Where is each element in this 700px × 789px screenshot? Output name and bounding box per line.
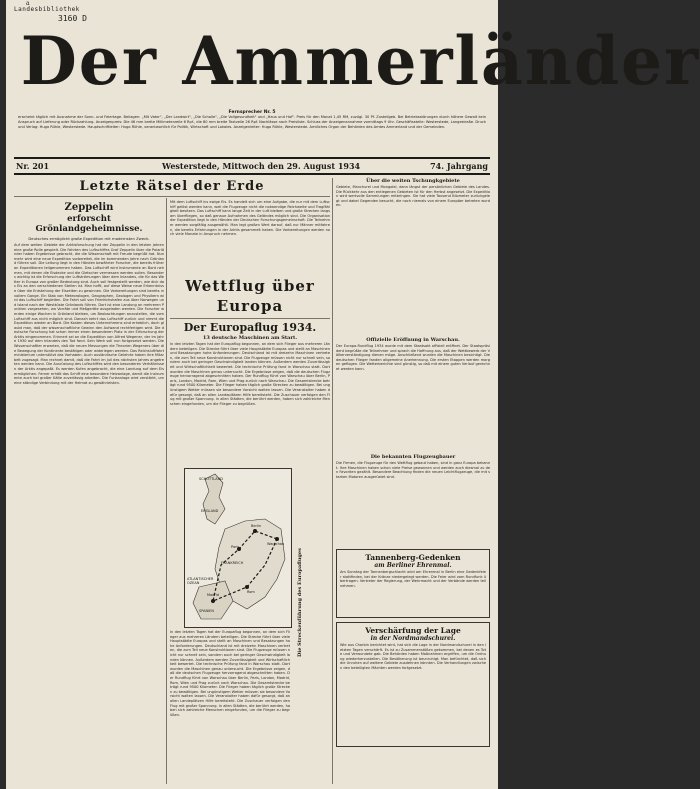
subline-text: erscheint täglich mit Ausnahme der Sonn- und Feiertage. Beilagen: „Mit Vater", „Der Landwirt", „Die Scholle", „Die Vollgesundheit" und „Haus und Hof". Preis für den Monat 1,45 RM, zuzügl. 30 Pf. Zustellgeb. Bei Betriebsstörungen durch höhere Gewalt kein Anspruch auf Lieferung oder Rückzahlung. Anzeigenpreis: Die 46 mm breite Millimeterzeile 6 Rpf., die 80 mm breite Textzeile 26 Rpf. Nachlässe nach Preisliste. Schluss der Anzeigenannahme vormittags 9 Uhr. Geschäftsstelle: Westerstede, Langestraße. Druck und Verlag: Hugo Rühle, Westerstede. Hauptschriftleiter: Hugo Rühle, verantwortlich für Politik, Wirtschaft und Lokales. Anzeigenleiter: Hugo Rühle, Westerstede. Amtliches Organ der Behörden des Amtes Ammerland und der Gemeinden.	[18, 115, 486, 129]
map-city-label: Warschau	[267, 542, 285, 546]
route-map	[184, 468, 292, 628]
tannenberg-subheadline: am Berliner Ehrenmal.	[374, 562, 452, 569]
tschungk-headline: Über die weiten Tschungkgebiete	[366, 178, 460, 184]
map-label: SCHOTTLAND	[199, 477, 224, 481]
newspaper-page	[6, 0, 700, 789]
archive-number: 3160 D	[58, 14, 87, 23]
column-rule	[332, 178, 333, 784]
main-headline: Letzte Rätsel der Erde	[14, 178, 330, 197]
archive-library-stamp: Landesbibliothek	[14, 6, 80, 13]
subline-heading: Fernsprecher Nr. 5	[228, 110, 276, 115]
zeppelin-kicker: Deutsches ermöglicht große Expedition mit modernsten Zweck.	[28, 236, 150, 241]
column-center	[170, 200, 330, 482]
volume-year: 74. Jahrgang	[430, 161, 488, 171]
column-rule	[166, 198, 167, 784]
tannenberg-box	[336, 549, 490, 618]
column-right	[336, 178, 490, 747]
dateline-bar	[14, 157, 490, 175]
nordmandschurei-box	[336, 622, 490, 747]
map-city-label: Madrid	[207, 593, 220, 597]
europaflug-subheadline: 13 deutsche Maschinen am Start.	[202, 335, 298, 341]
europaflug-article-body: In den letzten Tagen hat der Europaflug begonnen, an dem sich Flieger aus mehreren Ländern beteiligen. Die Strecke führt über viele Hauptstädte Europas und stellt an Maschinen und Besatzungen hohe Anforderungen. Deutschland ist mit dreizehn Maschinen vertreten, die zum Teil neue Konstruktionen sind. Die Flugzeuge müssen nicht nur schnell sein, sondern auch bei geringer Geschwindigkeit landen können. Außerdem werden Zuverlässigkeit und Wirtschaftlichkeit bewertet. Die technische Prüfung fand in Warschau statt. Dort wurden die Maschinen genau untersucht. Die Ergebnisse zeigen, daß die deutschen Flugzeuge hervorragend abgeschnitten haben. Der Rundflug führt von Warschau über Berlin, Paris, London, Madrid, Rom, Wien und Prag zurück nach Warschau. Die Gesamtstrecke beträgt rund 9500 Kilometer. Die Flieger haben täglich große Strecken zu bewältigen. Bei ungünstigem Wetter müssen sie besondere Vorsicht walten lassen. Die Veranstalter haben dafür gesorgt, daß an allen Landeplätzen Hilfe bereitsteht. Die Zuschauer verfolgen den Flug mit großer Spannung. In allen Städten, die berührt werden, haben sich zahlreiche Menschen eingefunden, um die Flieger zu begrüßen.	[170, 342, 330, 406]
map-label: ENGLAND	[201, 509, 219, 513]
tannenberg-headline: Tannenberg-Gedenken	[365, 553, 461, 562]
map-label: SPANIEN	[199, 609, 214, 613]
raetsel-article-body: Mit dem Luftschiff ins ewige Eis. Es handelt sich um eine Aufgabe, die nur mit dem Luftschiff gelöst werden kann, weil die Flugzeuge nicht die notwendige Reichweite und Tragfähigkeit besitzen. Das Luftschiff kann lange Zeit in der Luft bleiben und große Strecken langsam überfliegen, so daß genaue Aufnahmen des Geländes möglich sind. Die Organisation der Expedition liegt in den Händen der Deutschen Forschungsgemeinschaft. Die Teilnehmer werden sorgfältig ausgewählt. Man legt großen Wert darauf, daß nur Männer mitfahren, die bereits Erfahrungen in der Arktis gesammelt haben. Die Vorbereitungen werden noch viele Monate in Anspruch nehmen.	[170, 200, 330, 237]
europaflug-headline: Der Europaflug 1934.	[183, 321, 317, 334]
tannenberg-article-body: Am Sonntag der Tannenbergschlacht wird am Ehrenmal in Berlin eine Gedenkfeier stattfinden, bei der Kränze niedergelegt werden. Die Feier wird vom Rundfunk übertragen. Vertreter der Regierung, der Wehrmacht und der Verbände werden teilnehmen.	[340, 570, 486, 588]
europaflug-article-continued: In den letzten Tagen hat der Europaflug begonnen, an dem sich Flieger aus mehreren Ländern beteiligen. Die Strecke führt über viele Hauptstädte Europas und stellt an Maschinen und Besatzungen hohe Anforderungen. Deutschland ist mit dreizehn Maschinen vertreten, die zum Teil neue Konstruktionen sind. Die Flugzeuge müssen nicht nur schnell sein, sondern auch bei geringer Geschwindigkeit landen können. Außerdem werden Zuverlässigkeit und Wirtschaftlichkeit bewertet. Die technische Prüfung fand in Warschau statt. Dort wurden die Maschinen genau untersucht. Die Ergebnisse zeigen, daß die deutschen Flugzeuge hervorragend abgeschnitten haben. Der Rundflug führt von Warschau über Berlin, Paris, London, Madrid, Rom, Wien und Prag zurück nach Warschau. Die Gesamtstrecke beträgt rund 9500 Kilometer. Die Flieger haben täglich große Strecken zu bewältigen. Bei ungünstigem Wetter müssen sie besondere Vorsicht walten lassen. Die Veranstalter haben dafür gesorgt, daß an allen Landeplätzen Hilfe bereitsteht. Die Zuschauer verfolgen den Flug mit großer Spannung. In allen Städten, die berührt werden, haben sich zahlreiche Menschen eingefunden, um die Flieger zu begrüßen.	[170, 630, 290, 717]
map-city-label: Rom	[247, 590, 255, 594]
warschau-article-body: Der Europa-Rundflug 1934 wurde mit dem Staatsakt offiziell eröffnet. Der Staatspräsident begrüßte die Teilnehmer und sprach die Hoffnung aus, daß der Wettbewerb der Völkerverständigung dienen möge. Anschließend wurden die Maschinen besichtigt. Die deutschen Flieger fanden allgemeine Anerkennung. Die ersten Etappen werden morgen geflogen. Die Wetterberichte sind günstig, so daß mit einem guten Verlauf gerechnet werden kann.	[336, 344, 490, 371]
column-zeppelin	[14, 200, 164, 789]
issue-date: Westerstede, Mittwoch den 29. August 1934	[162, 161, 361, 171]
map-label: ATLANTISCHER OZEAN	[187, 577, 214, 585]
zeppelin-subheadline: erforscht Grönlandgeheimnisse.	[35, 214, 143, 234]
tschungk-article-body: Gebiete, Manchurei und Mongolei, dann längst der persönlichen Gebiete des Landes. Die Rückkehr aus den entlegenen Gebieten ist für den Herbst angesetzt. Die Expedition wird wertvolle Sammlungen mitbringen. Sie hat viele Tausend Kilometer zurückgelegt und dabei Gegenden besucht, die noch niemals von einem Europäer betreten wurden.	[336, 185, 490, 208]
map-city-label: Paris	[231, 545, 240, 549]
nordmandschurei-subheadline: in der Nordmandschurei.	[370, 635, 456, 642]
nordmandschurei-headline: Verschärfung der Lage	[365, 626, 461, 635]
flugzeugbauer-subheadline: Die bekannten Flugzeugbauer	[370, 454, 456, 460]
map-city-label: Berlin	[251, 524, 262, 528]
flugzeugbauer-article-body: Die Firmen, die Flugzeuge für den Wettflug gebaut haben, sind in ganz Europa bekannt. Ihre Maschinen haben schon viele Preise gewonnen und werden auch diesmal zu den Favoriten gezählt. Besondere Beachtung finden die neuen Leichtflugzeuge, die mit starken Motoren ausgerüstet sind.	[336, 461, 490, 479]
map-label: FRANKREICH	[221, 561, 244, 565]
warschau-subheadline: Offizielle Eröffnung in Warschau.	[366, 337, 460, 343]
archive-mark: a	[26, 0, 30, 7]
masthead-title: Der Ammerländer	[20, 22, 700, 100]
zeppelin-article-body: Auf dem weiten Gebiete der Arktisforschung hat der Zeppelin in den letzten Jahren eine große Rolle gespielt. Die Fahrten des Luftschiffes Graf Zeppelin über die Polarländer haben Ergebnisse gebracht, die die Wissenschaft mit Freude begrüßt hat. Nunmehr wird eine neue Expedition vorbereitet, die im kommenden Jahre nach Grönland führen soll. Die Leitung liegt in den Händen bewährter Forscher, die bereits früher an Expeditionen teilgenommen haben. Das Luftschiff wird Instrumente an Bord nehmen, mit denen die Eisdecke und die Gletscher vermessen werden sollen. Besonders wichtig ist die Erforschung der Luftströmungen über dem Inlandeis, die für das Wetter in Europa von großer Bedeutung sind. Auch soll festgestellt werden, wie dick das Eis an den verschiedenen Stellen ist. Man hofft, auf diese Weise neue Erkenntnisse über die Entstehung der Eiszeiten zu gewinnen. Die Vorbereitungen sind bereits in vollem Gange. Ein Stab von Meteorologen, Geographen, Geologen und Physikern wird das Luftschiff begleiten. Die Fahrt soll von Friedrichshafen aus über Norwegen und Island nach der Westküste Grönlands führen. Dort ist eine Landung an mehreren Punkten vorgesehen, wo Vorräte und Meßgeräte ausgeladen werden. Die Forscher werden einige Wochen in Grönland bleiben, um Beobachtungen anzustellen, die vom Luftschiff aus nicht möglich sind. Danach kehrt das Luftschiff zurück und nimmt die Expedition wieder an Bord. Die Kosten dieses Unternehmens sind erheblich, doch glaubt man, daß der wissenschaftliche Gewinn den Aufwand rechtfertigen wird. Die deutsche Forschung hat schon immer einen besonderen Platz in der Erforschung der Arktis eingenommen. Erinnert sei an die Expedition von Alfred Wegener, der im Jahre 1930 auf dem Inlandeis den Tod fand. Sein Werk soll nun fortgesetzt werden. Die Wissenschaftler erwarten, daß die neuen Messungen die Theorien Wegeners über die Bewegung der Kontinente bestätigen oder widerlegen werden. Das Reichsluftfahrtministerium unterstützt das Vorhaben. Auch ausländische Gelehrte haben ihre Mitarbeit zugesagt. Man rechnet damit, daß die Fahrt im Juli des nächsten Jahres angetreten werden kann. Die Ausrüstung des Luftschiffes wird den besonderen Verhältnissen der Arktis angepaßt. Es werden Kufen angebracht, die eine Landung auf dem Eis ermöglichen. Ferner erhält das Schiff eine besondere Heizanlage, damit die Instrumente auch bei großer Kälte zuverlässig arbeiten. Die Funkanlage wird verstärkt, um eine ständige Verbindung mit der Heimat zu gewährleisten.	[14, 243, 164, 385]
zeppelin-headline: Zeppelin	[64, 202, 114, 213]
nordmandschurei-article-body: Wie aus Charbin berichtet wird, hat sich die Lage in der Nordmandschurei in den letzten Tagen verschärft. Es ist zu Zusammenstößen gekommen, bei denen es Tote und Verwundete gab. Die Behörden haben Maßnahmen ergriffen, um die Ordnung wiederherzustellen. Die Bevölkerung ist beunruhigt. Man befürchtet, daß sich die Unruhen auf weitere Gebiete ausdehnen könnten. Die Verhandlungen zwischen den beteiligten Mächten werden fortgesetzt.	[340, 643, 486, 670]
wettflug-headline: Wettflug über Europa	[185, 277, 315, 315]
issue-number: Nr. 201	[16, 161, 50, 171]
divider	[170, 318, 330, 319]
masthead-subline	[18, 110, 486, 130]
map-caption: Die Streckenführung des Europafluges	[297, 548, 303, 658]
